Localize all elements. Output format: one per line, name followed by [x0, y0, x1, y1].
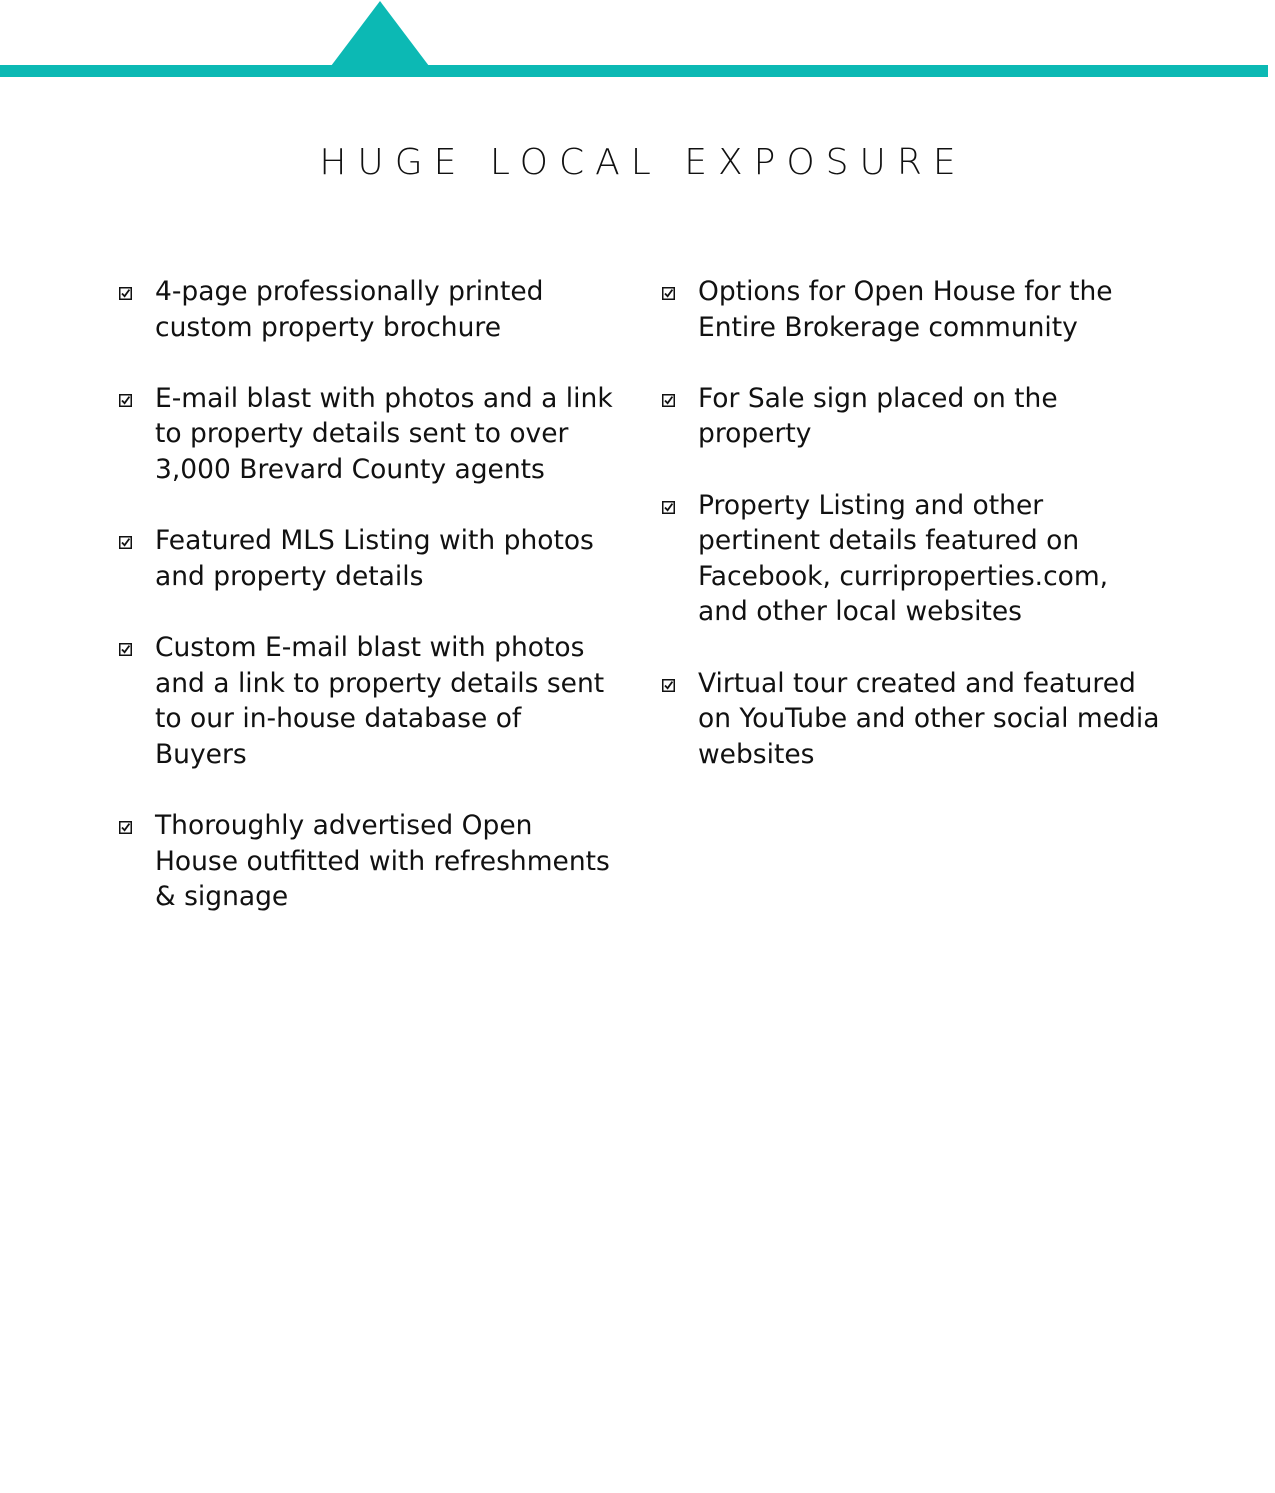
- list-item-text: Property Listing and other pertinent details featured on Facebook, curriproperties.com, and other local websites: [698, 489, 1109, 628]
- list-item: [117, 808, 617, 915]
- header-triangle-icon: [0, 0, 1275, 80]
- feature-list-right: [660, 274, 1160, 808]
- list-item-text: Custom E-mail blast with photos and a link to property details sent to our in-house database of Buyers: [155, 631, 605, 770]
- checkbox-checked-icon: [119, 536, 132, 549]
- header-accent-bar: [0, 0, 1275, 80]
- list-item: [117, 274, 617, 345]
- list-item: [660, 381, 1160, 452]
- list-item: [117, 630, 617, 772]
- list-item-text: 4-page professionally printed custom property brochure: [155, 276, 544, 343]
- checkbox-checked-icon: [662, 287, 675, 300]
- list-item: [117, 523, 617, 594]
- list-item-text: Virtual tour created and featured on YouTube and other social media websites: [698, 667, 1160, 770]
- list-item-text: Thoroughly advertised Open House outfitted with refreshments & signage: [155, 809, 610, 913]
- list-item: [117, 381, 617, 488]
- list-item: [660, 274, 1160, 345]
- list-item: [660, 666, 1160, 773]
- checkbox-checked-icon: [119, 821, 132, 834]
- checkbox-checked-icon: [662, 679, 675, 692]
- checkbox-checked-icon: [662, 394, 675, 407]
- checkbox-checked-icon: [119, 287, 132, 300]
- feature-list-left: [117, 274, 617, 950]
- page-title: HUGE LOCAL EXPOSURE: [319, 142, 967, 183]
- checkbox-checked-icon: [662, 501, 675, 514]
- checkbox-checked-icon: [119, 643, 132, 656]
- checkbox-checked-icon: [119, 394, 132, 407]
- list-item-text: E-mail blast with photos and a link to property details sent to over 3,000 Brevard County agents: [155, 382, 613, 485]
- list-item-text: For Sale sign placed on the property: [698, 382, 1058, 450]
- list-item-text: Options for Open House for the Entire Brokerage community: [698, 276, 1113, 343]
- list-item: [660, 488, 1160, 630]
- list-item-text: Featured MLS Listing with photos and property details: [155, 525, 594, 592]
